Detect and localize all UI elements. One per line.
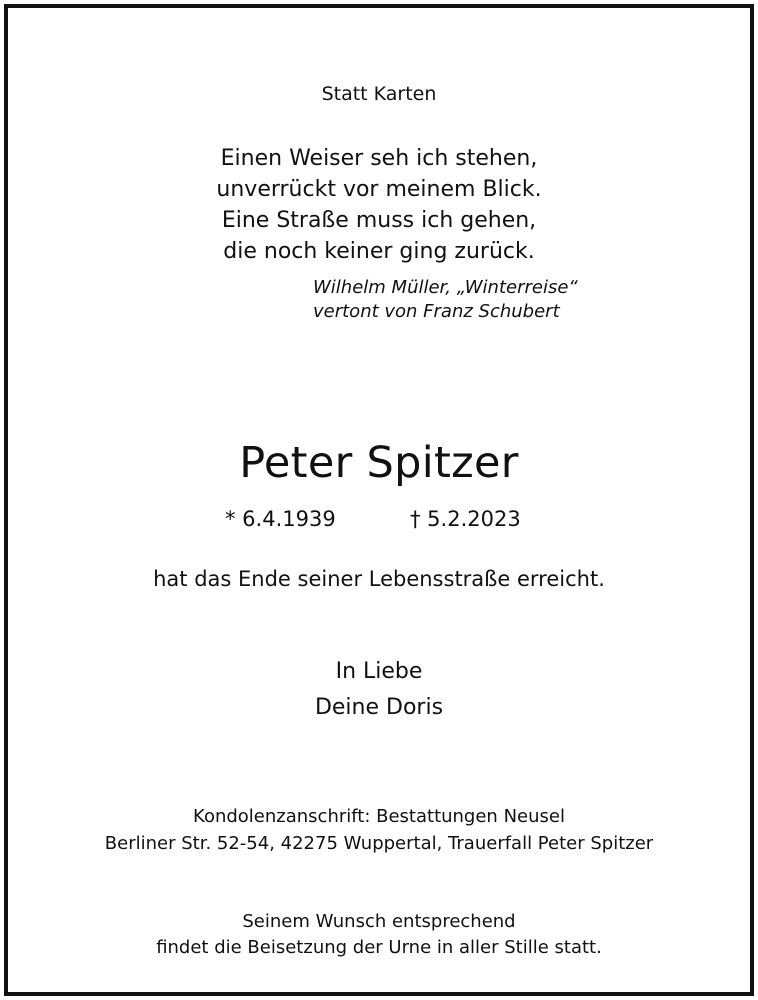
closing-line-1: In Liebe xyxy=(335,659,423,684)
closing-signature xyxy=(0,654,758,726)
contact-line-2: Berliner Str. 52-54, 42275 Wuppertal, Trauerfall Peter Spitzer xyxy=(104,833,654,854)
contact-line-1: Kondolenzanschrift: Bestattungen Neusel xyxy=(193,806,565,827)
attribution-line-1: Wilhelm Müller, „Winterreise“ xyxy=(313,277,578,298)
poem-attribution xyxy=(313,276,578,324)
condolence-address xyxy=(0,803,758,857)
deceased-name: Peter Spitzer xyxy=(239,438,519,488)
burial-note-line-1: Seinem Wunsch entsprechend xyxy=(242,911,516,932)
attribution-line-2: vertont von Franz Schubert xyxy=(313,301,560,322)
poem-line-2: unverrückt vor meinem Blick. xyxy=(216,177,542,202)
obituary-message: hat das Ende seiner Lebensstraße erreicht. xyxy=(153,567,605,591)
poem-line-1: Einen Weiser seh ich stehen, xyxy=(220,146,538,171)
burial-note-line-2: findet die Beisetzung der Urne in aller Stille statt. xyxy=(156,937,602,958)
closing-line-2: Deine Doris xyxy=(314,695,444,720)
birth-date: * 6.4.1939 xyxy=(225,507,336,531)
burial-note xyxy=(0,909,758,961)
notice-header: Statt Karten xyxy=(321,83,437,105)
death-date: † 5.2.2023 xyxy=(410,507,521,531)
poem xyxy=(0,143,758,267)
poem-line-4: die noch keiner ging zurück. xyxy=(223,239,535,264)
poem-line-3: Eine Straße muss ich gehen, xyxy=(221,208,537,233)
